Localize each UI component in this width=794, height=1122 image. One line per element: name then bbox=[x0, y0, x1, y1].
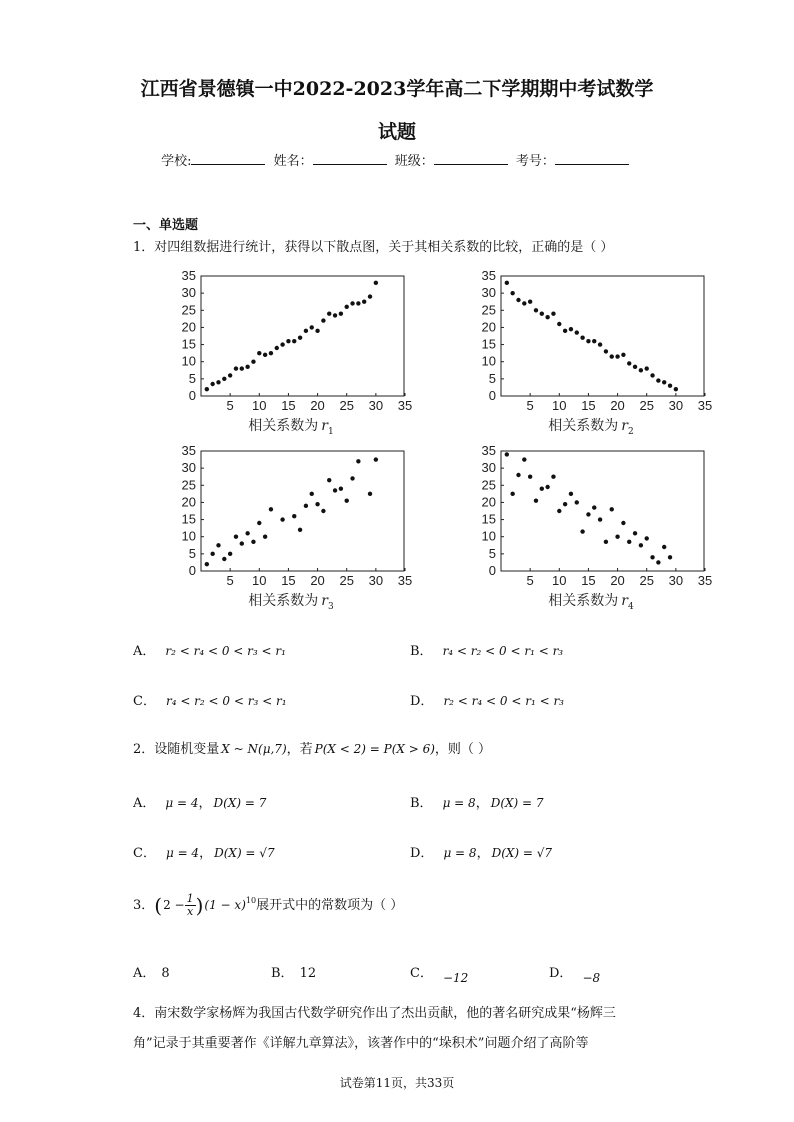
scatter-point bbox=[540, 487, 544, 491]
scatter-point bbox=[505, 281, 509, 285]
scatter-point bbox=[368, 492, 372, 496]
x-tick-label: 30 bbox=[368, 398, 384, 413]
scatter-point bbox=[621, 353, 625, 357]
q2-option-c[interactable]: C． μ = 4， D(X) = √7 bbox=[133, 846, 275, 861]
y-tick-label: 20 bbox=[181, 319, 196, 335]
scatter-point bbox=[350, 301, 354, 305]
scatter-point bbox=[210, 382, 214, 386]
scatter-point bbox=[216, 543, 220, 547]
scatter-point bbox=[205, 387, 209, 391]
scatter-point bbox=[304, 504, 308, 508]
page-footer: 试卷第11页，共33页 bbox=[339, 1076, 455, 1090]
scatter-point bbox=[569, 327, 573, 331]
scatter-point bbox=[321, 509, 325, 513]
scatter-point bbox=[310, 492, 314, 496]
class-blank bbox=[434, 154, 508, 165]
y-tick-label: 35 bbox=[481, 443, 496, 458]
scatter-point bbox=[528, 475, 532, 479]
scatter-point bbox=[257, 521, 261, 525]
question-4-line1: 4．南宋数学家杨辉为我国古代数学研究作出了杰出贡献，他的著名研究成果“杨辉三 bbox=[133, 1006, 616, 1021]
x-tick-label: 20 bbox=[610, 573, 625, 588]
scatter-point bbox=[557, 509, 561, 513]
x-tick-label: 35 bbox=[397, 573, 413, 588]
name-blank bbox=[313, 154, 387, 165]
y-tick-label: 35 bbox=[481, 268, 496, 283]
y-tick-label: 5 bbox=[488, 545, 496, 561]
x-tick-label: 25 bbox=[639, 398, 654, 413]
scatter-point bbox=[292, 339, 296, 343]
scatter-point bbox=[598, 342, 602, 346]
scatter-point bbox=[633, 365, 637, 369]
scatter-point bbox=[269, 351, 273, 355]
scatter-point bbox=[245, 365, 249, 369]
x-tick-label: 20 bbox=[310, 573, 325, 588]
y-tick-label: 25 bbox=[481, 477, 496, 493]
y-tick-label: 10 bbox=[181, 353, 196, 369]
scatter-point bbox=[345, 499, 349, 503]
scatter-point bbox=[263, 535, 267, 539]
q2-option-d[interactable]: D． μ = 8， D(X) = √7 bbox=[410, 846, 553, 861]
y-tick-label: 30 bbox=[181, 460, 196, 476]
scatter-point bbox=[222, 377, 226, 381]
scatter-point bbox=[240, 541, 244, 545]
scatter-point bbox=[269, 507, 273, 511]
scatter-point bbox=[621, 521, 625, 525]
x-tick-label: 25 bbox=[339, 573, 354, 588]
y-tick-label: 5 bbox=[188, 370, 196, 386]
scatter-point bbox=[668, 555, 672, 559]
q2-option-b[interactable]: B． μ = 8， D(X) = 7 bbox=[410, 796, 544, 811]
y-tick-label: 30 bbox=[181, 285, 196, 301]
scatter-point bbox=[350, 476, 354, 480]
scatter-point bbox=[280, 517, 284, 521]
exam-number-label: 考号： bbox=[515, 154, 555, 169]
scatter-point bbox=[228, 552, 232, 556]
scatter-point bbox=[339, 487, 343, 491]
scatter-point bbox=[315, 329, 319, 333]
x-tick-label: 15 bbox=[581, 573, 596, 588]
scatter-point bbox=[580, 336, 584, 340]
scatter-point bbox=[650, 373, 654, 377]
y-tick-label: 0 bbox=[488, 388, 496, 403]
plot-frame bbox=[501, 276, 704, 396]
scatter-point bbox=[615, 354, 619, 358]
scatter-point bbox=[257, 351, 261, 355]
scatter-point bbox=[575, 330, 579, 334]
scatter-point bbox=[610, 507, 614, 511]
scatter-point bbox=[639, 543, 643, 547]
x-tick-label: 15 bbox=[281, 398, 296, 413]
scatter-point bbox=[639, 368, 643, 372]
y-tick-label: 15 bbox=[181, 336, 196, 352]
scatter-point bbox=[592, 339, 596, 343]
x-tick-label: 35 bbox=[697, 573, 713, 588]
scatter-point bbox=[356, 459, 360, 463]
scatter-point bbox=[557, 322, 561, 326]
scatter-point bbox=[656, 378, 660, 382]
x-tick-label: 5 bbox=[226, 573, 234, 588]
scatter-point bbox=[551, 312, 555, 316]
q3-option-a[interactable]: A． 8 bbox=[133, 966, 170, 981]
scatter-point bbox=[604, 349, 608, 353]
y-tick-label: 10 bbox=[481, 528, 496, 544]
scatter-point bbox=[610, 354, 614, 358]
scatter-point bbox=[368, 294, 372, 298]
y-tick-label: 20 bbox=[481, 319, 496, 335]
scatter-point bbox=[234, 535, 238, 539]
scatter-point bbox=[222, 557, 226, 561]
scatter-point bbox=[569, 492, 573, 496]
y-tick-label: 35 bbox=[181, 268, 196, 283]
x-tick-label: 35 bbox=[697, 398, 713, 413]
question-1-stem: 1．对四组数据进行统计，获得以下散点图，关于其相关系数的比较，正确的是（ ） bbox=[133, 240, 614, 255]
page-title: 江西省景德镇一中2022-2023学年高二下学期期中考试数学 bbox=[140, 78, 654, 100]
scatter-point bbox=[563, 502, 567, 506]
scatter-point bbox=[356, 301, 360, 305]
q3-option-b[interactable]: B． 12 bbox=[271, 966, 317, 981]
q3-option-d[interactable]: D． −8 bbox=[549, 966, 601, 985]
x-tick-label: 30 bbox=[668, 398, 684, 413]
scatter-chart-r3 bbox=[165, 443, 413, 612]
scatter-point bbox=[516, 298, 520, 302]
x-tick-label: 5 bbox=[526, 573, 534, 588]
q1-option-a[interactable]: A． r₂ < r₄ < 0 < r₃ < r₁ bbox=[133, 644, 286, 659]
scatter-point bbox=[245, 531, 249, 535]
scatter-point bbox=[656, 560, 660, 564]
scatter-point bbox=[275, 346, 279, 350]
scatter-point bbox=[292, 514, 296, 518]
x-tick-label: 20 bbox=[310, 398, 325, 413]
scatter-point bbox=[315, 502, 319, 506]
fraction-1-over-x: $\frac{1}{x}$ bbox=[186, 892, 194, 918]
scatter-point bbox=[674, 387, 678, 391]
scatter-point bbox=[522, 457, 526, 461]
x-tick-label: 10 bbox=[252, 573, 267, 588]
scatter-chart-r2 bbox=[465, 268, 713, 437]
scatter-point bbox=[545, 315, 549, 319]
question-3-stem: 3．(2 − $\frac{1}{x}$ )$(1 - x)^{10}$展开式中的常数项为（ ） bbox=[133, 892, 404, 918]
x-tick-label: 5 bbox=[226, 398, 234, 413]
scatter-point bbox=[586, 512, 590, 516]
scatter-point bbox=[563, 329, 567, 333]
scatter-point bbox=[362, 300, 366, 304]
scatter-point bbox=[522, 301, 526, 305]
class-label: 班级： bbox=[394, 154, 434, 169]
y-tick-label: 20 bbox=[481, 494, 496, 510]
x-axis-label: 相关系数为 $r_2$ bbox=[548, 418, 634, 437]
x-axis-label: 相关系数为 $r_4$ bbox=[548, 593, 634, 612]
y-tick-label: 15 bbox=[481, 511, 496, 527]
scatter-point bbox=[575, 500, 579, 504]
x-tick-label: 15 bbox=[281, 573, 296, 588]
section-heading: 一、单选题 bbox=[133, 218, 199, 233]
x-tick-label: 30 bbox=[668, 573, 684, 588]
scatter-point bbox=[280, 342, 284, 346]
scatter-point bbox=[627, 540, 631, 544]
y-tick-label: 10 bbox=[181, 528, 196, 544]
scatter-point bbox=[327, 478, 331, 482]
y-tick-label: 5 bbox=[488, 370, 496, 386]
scatter-point bbox=[374, 457, 378, 461]
scatter-point bbox=[615, 535, 619, 539]
y-tick-label: 20 bbox=[181, 494, 196, 510]
scatter-point bbox=[540, 312, 544, 316]
scatter-point bbox=[327, 312, 331, 316]
scatter-chart-r4 bbox=[465, 443, 713, 612]
scatter-point bbox=[339, 312, 343, 316]
q2-option-a[interactable]: A． μ = 4， D(X) = 7 bbox=[133, 796, 267, 811]
y-tick-label: 15 bbox=[181, 511, 196, 527]
q3-option-c[interactable]: C． −12 bbox=[410, 966, 469, 985]
y-tick-label: 35 bbox=[181, 443, 196, 458]
scatter-point bbox=[627, 361, 631, 365]
scatter-point bbox=[234, 366, 238, 370]
plot-frame bbox=[501, 451, 704, 571]
scatter-point bbox=[298, 528, 302, 532]
scatter-point bbox=[310, 325, 314, 329]
q1-option-c[interactable]: C． r₄ < r₂ < 0 < r₃ < r₁ bbox=[133, 694, 287, 709]
scatter-point bbox=[592, 505, 596, 509]
y-tick-label: 30 bbox=[481, 460, 496, 476]
scatter-point bbox=[668, 384, 672, 388]
school-blank bbox=[191, 154, 265, 165]
y-tick-label: 0 bbox=[488, 563, 496, 578]
x-tick-label: 15 bbox=[581, 398, 596, 413]
scatter-point bbox=[263, 353, 267, 357]
scatter-point bbox=[545, 485, 549, 489]
scatter-point bbox=[251, 360, 255, 364]
scatter-point bbox=[510, 492, 514, 496]
x-tick-label: 10 bbox=[252, 398, 267, 413]
scatter-point bbox=[333, 488, 337, 492]
x-axis-label: 相关系数为 $r_3$ bbox=[248, 593, 334, 612]
y-tick-label: 10 bbox=[481, 353, 496, 369]
scatter-point bbox=[528, 300, 532, 304]
scatter-point bbox=[298, 336, 302, 340]
scatter-point bbox=[286, 339, 290, 343]
scatter-point bbox=[205, 562, 209, 566]
scatter-point bbox=[580, 529, 584, 533]
x-axis-label: 相关系数为 $r_1$ bbox=[248, 418, 334, 437]
scatter-point bbox=[650, 555, 654, 559]
scatter-point bbox=[333, 313, 337, 317]
x-tick-label: 30 bbox=[368, 573, 384, 588]
exam-number-blank bbox=[555, 154, 629, 165]
scatter-point bbox=[345, 305, 349, 309]
scatter-point bbox=[534, 499, 538, 503]
y-tick-label: 5 bbox=[188, 545, 196, 561]
x-tick-label: 10 bbox=[552, 573, 567, 588]
scatter-point bbox=[645, 536, 649, 540]
scatter-point bbox=[321, 318, 325, 322]
plot-frame bbox=[201, 276, 404, 396]
x-tick-label: 25 bbox=[339, 398, 354, 413]
scatter-point bbox=[598, 517, 602, 521]
scatter-point bbox=[604, 540, 608, 544]
scatter-point bbox=[216, 380, 220, 384]
scatter-point bbox=[251, 540, 255, 544]
school-label: 学校: bbox=[161, 154, 192, 169]
page-title-line2: 试题 bbox=[377, 121, 416, 143]
scatter-point bbox=[645, 366, 649, 370]
scatter-point bbox=[228, 373, 232, 377]
scatter-point bbox=[240, 366, 244, 370]
x-tick-label: 5 bbox=[526, 398, 534, 413]
scatter-point bbox=[551, 475, 555, 479]
scatter-chart-r1 bbox=[165, 268, 413, 437]
scatter-point bbox=[210, 552, 214, 556]
scatter-point bbox=[586, 339, 590, 343]
y-tick-label: 25 bbox=[181, 477, 196, 493]
y-tick-label: 0 bbox=[188, 563, 196, 578]
x-tick-label: 25 bbox=[639, 573, 654, 588]
question-2-stem: 2．设随机变量 X ~ N(μ,7)，若 P(X < 2) = P(X > 6)，则（ ） bbox=[133, 742, 492, 757]
scatter-point bbox=[516, 473, 520, 477]
scatter-point bbox=[304, 329, 308, 333]
y-tick-label: 0 bbox=[188, 388, 196, 403]
scatter-point bbox=[505, 452, 509, 456]
name-label: 姓名： bbox=[273, 154, 313, 169]
y-tick-label: 30 bbox=[481, 285, 496, 301]
scatter-point bbox=[510, 291, 514, 295]
q1-option-d[interactable]: D． r₂ < r₄ < 0 < r₁ < r₃ bbox=[410, 694, 564, 709]
y-tick-label: 25 bbox=[481, 302, 496, 318]
x-tick-label: 20 bbox=[610, 398, 625, 413]
x-tick-label: 35 bbox=[397, 398, 413, 413]
question-4-line2: 角”记录于其重要著作《详解九章算法》，该著作中的“垛积术”问题介绍了高阶等 bbox=[133, 1036, 589, 1051]
y-tick-label: 25 bbox=[181, 302, 196, 318]
scatter-point bbox=[374, 281, 378, 285]
y-tick-label: 15 bbox=[481, 336, 496, 352]
scatter-point bbox=[633, 531, 637, 535]
q1-option-b[interactable]: B． r₄ < r₂ < 0 < r₁ < r₃ bbox=[410, 644, 564, 659]
x-tick-label: 10 bbox=[552, 398, 567, 413]
scatter-point bbox=[534, 308, 538, 312]
student-info-fields bbox=[0, 150, 794, 169]
scatter-point bbox=[662, 545, 666, 549]
scatter-point bbox=[662, 380, 666, 384]
